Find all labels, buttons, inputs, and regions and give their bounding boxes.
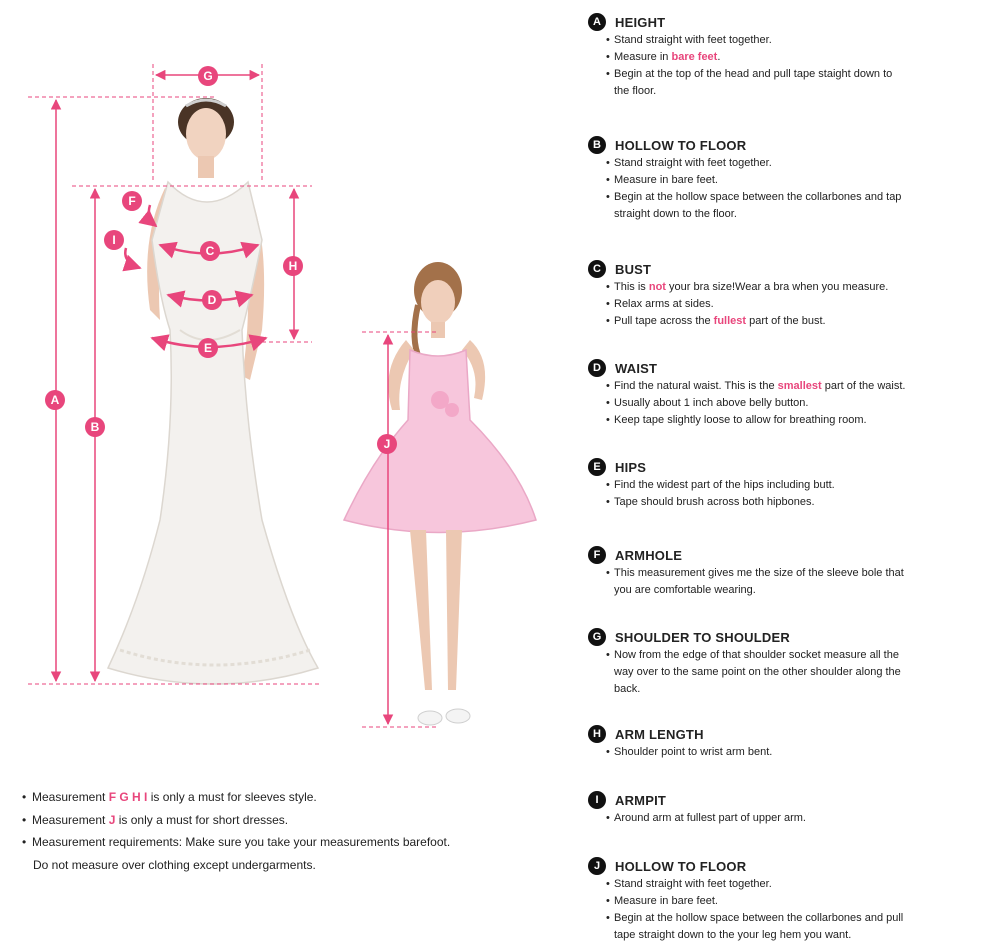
- label-g: G: [203, 69, 213, 83]
- section-header: [588, 627, 993, 647]
- bullet-item: • Stand straight with feet together.: [588, 32, 993, 49]
- note-requirements: • Measurement requirements: Make sure you take your measurements barefoot.: [22, 835, 451, 849]
- section-e: [588, 457, 993, 511]
- section-header: [588, 135, 993, 155]
- letter-badge: C: [588, 260, 606, 278]
- section-header: [588, 12, 993, 32]
- bullet-item: • Measure in bare feet.: [588, 49, 993, 66]
- section-f: [588, 545, 993, 599]
- bullet-item: way over to the same point on the other shoulder along the: [614, 666, 901, 678]
- bullet-item: back.: [614, 683, 641, 695]
- section-title: HEIGHT: [615, 14, 666, 30]
- letter-badge: G: [588, 628, 606, 646]
- bullet-list: [588, 876, 993, 944]
- label-j: J: [383, 437, 391, 451]
- bullet-list: [588, 810, 993, 827]
- section-title: BUST: [615, 261, 652, 277]
- bullet-item: • Around arm at fullest part of upper arm.: [588, 810, 993, 827]
- bullet-item: straight down to the floor.: [614, 208, 737, 220]
- note-short-dress: • Measurement J is only a must for short dresses.: [22, 812, 289, 827]
- bullet-item: • Find the widest part of the hips including butt.: [588, 477, 993, 494]
- letter-badge: F: [588, 546, 606, 564]
- bullet-item: • Usually about 1 inch above belly button.: [588, 395, 993, 412]
- section-c: [588, 259, 993, 330]
- bullet-item: tape straight down to the your leg hem you want.: [614, 929, 852, 941]
- bullet-item: • Shoulder point to wrist arm bent.: [588, 744, 993, 761]
- bullet-item: • Stand straight with feet together.: [588, 155, 993, 172]
- letter-badge: I: [588, 791, 606, 809]
- section-title: SHOULDER TO SHOULDER: [615, 629, 790, 645]
- bullet-item: • Begin at the hollow space between the collarbones and tap: [588, 189, 993, 206]
- bullet-item: • Pull tape across the fullest part of the bust.: [588, 313, 993, 330]
- bullet-item: • Relax arms at sides.: [588, 296, 993, 313]
- bullet-list: [588, 647, 993, 698]
- label-f: F: [128, 194, 136, 208]
- letter-badge: E: [588, 458, 606, 476]
- bullet-item: • Begin at the hollow space between the collarbones and pull: [588, 910, 993, 927]
- bullet-item: the floor.: [614, 85, 657, 97]
- section-g: [588, 627, 993, 698]
- bullet-item: • Measure in bare feet.: [588, 172, 993, 189]
- section-d: [588, 358, 993, 429]
- section-header: [588, 724, 993, 744]
- measurement-notes: [22, 786, 562, 876]
- bullet-list: [588, 32, 993, 100]
- section-header: [588, 856, 993, 876]
- section-h: [588, 724, 993, 761]
- label-e: E: [203, 341, 213, 355]
- bullet-item: • Measure in bare feet.: [588, 893, 993, 910]
- short-dress-figure: [344, 262, 536, 725]
- letter-badge: B: [588, 136, 606, 154]
- section-b: [588, 135, 993, 223]
- bullet-list: [588, 279, 993, 330]
- note-sleeves: • Measurement F G H I is only a must for sleeves style.: [22, 790, 317, 804]
- bullet-item: you are comfortable wearing.: [614, 584, 756, 596]
- label-i: I: [112, 233, 116, 247]
- measurement-diagram: [0, 0, 560, 760]
- bullet-item: • Now from the edge of that shoulder socket measure all the: [588, 647, 993, 664]
- bullet-item: • This is not your bra size!Wear a bra when you measure.: [588, 279, 993, 296]
- bullet-list: [588, 565, 993, 599]
- letter-badge: J: [588, 857, 606, 875]
- letter-badge: D: [588, 359, 606, 377]
- label-a: A: [50, 393, 60, 407]
- section-header: [588, 358, 993, 378]
- bullet-list: [588, 477, 993, 511]
- bullet-item: • Find the natural waist. This is the smallest part of the waist.: [588, 378, 993, 395]
- bullet-item: • This measurement gives me the size of the sleeve bole that: [588, 565, 993, 582]
- section-header: [588, 790, 993, 810]
- section-title: ARMHOLE: [615, 547, 683, 563]
- letter-badge: H: [588, 725, 606, 743]
- section-title: HOLLOW TO FLOOR: [615, 137, 747, 153]
- section-a: [588, 12, 993, 100]
- section-j: [588, 856, 993, 944]
- label-h: H: [288, 259, 298, 273]
- section-title: WAIST: [615, 360, 658, 376]
- bullet-list: [588, 378, 993, 429]
- section-title: ARM LENGTH: [615, 726, 704, 742]
- section-header: [588, 457, 993, 477]
- bullet-item: • Tape should brush across both hipbones.: [588, 494, 993, 511]
- note-requirements-cont: Do not measure over clothing except undergarments.: [33, 857, 316, 872]
- section-header: [588, 259, 993, 279]
- bullet-item: • Keep tape slightly loose to allow for breathing room.: [588, 412, 993, 429]
- section-i: [588, 790, 993, 827]
- bullet-list: [588, 744, 993, 761]
- bullet-item: • Stand straight with feet together.: [588, 876, 993, 893]
- letter-badge: A: [588, 13, 606, 31]
- section-title: ARMPIT: [615, 792, 667, 808]
- bullet-item: • Begin at the top of the head and pull tape staight down to: [588, 66, 993, 83]
- bullet-list: [588, 155, 993, 223]
- label-c: C: [205, 244, 215, 258]
- section-title: HOLLOW TO FLOOR: [615, 858, 747, 874]
- section-header: [588, 545, 993, 565]
- label-d: D: [207, 293, 217, 307]
- label-b: B: [90, 420, 100, 434]
- section-title: HIPS: [615, 459, 647, 475]
